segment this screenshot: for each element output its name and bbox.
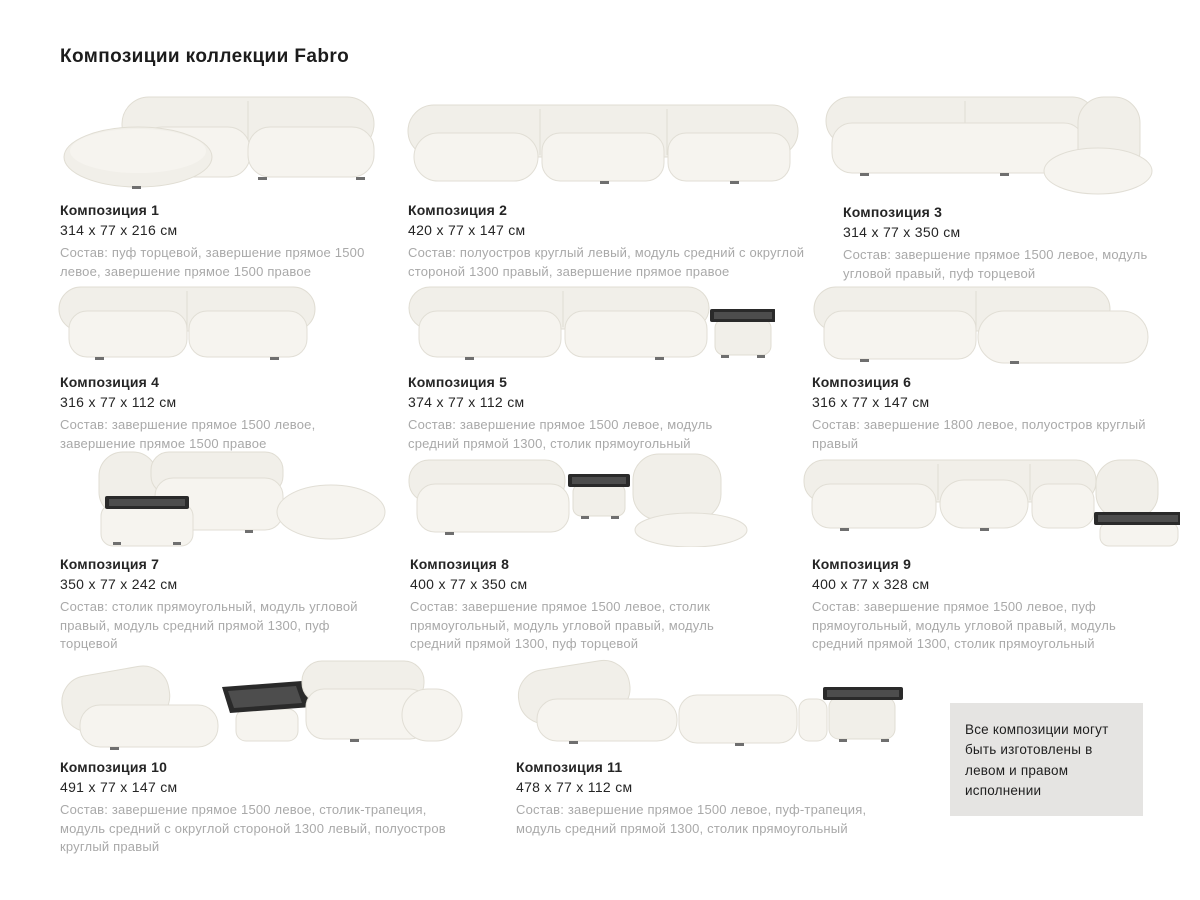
page-title: Композиции коллекции Fabro: [60, 46, 350, 67]
composition-description: Состав: завершение прямое 1500 левое, модуль средний прямой 1300, столик прямоугольный: [408, 417, 713, 451]
composition-dimensions: 316 х 77 х 147 см: [812, 394, 930, 410]
composition-5-illustration: [405, 283, 743, 365]
composition-card: [60, 655, 460, 857]
composition-title: Композиция 8: [410, 556, 510, 572]
composition-description: Состав: завершение прямое 1500 левое, завершение прямое 1500 правое: [60, 417, 316, 451]
composition-card: [812, 450, 1157, 654]
composition-1-illustration: [50, 93, 380, 193]
composition-description: Состав: завершение 1800 левое, полуостров круглый правый: [812, 417, 1146, 451]
composition-6-illustration: [810, 283, 1147, 365]
composition-10-illustration: [50, 655, 460, 750]
composition-title: Композиция 1: [60, 202, 160, 218]
composition-4-illustration: [55, 283, 360, 365]
composition-dimensions: 400 х 77 х 328 см: [812, 576, 930, 592]
composition-description: Состав: завершение прямое 1500 левое, модуль угловой правый, пуф торцевой: [843, 247, 1148, 281]
composition-dimensions: 314 х 77 х 216 см: [60, 222, 178, 238]
composition-dimensions: 350 х 77 х 242 см: [60, 576, 178, 592]
composition-dimensions: 314 х 77 х 350 см: [843, 224, 961, 240]
composition-description: Состав: полуостров круглый левый, модуль средний с округлой стороной 1300 правый, завершение прямое правое: [408, 245, 805, 279]
composition-card: [60, 93, 380, 281]
composition-title: Композиция 11: [516, 759, 623, 775]
composition-description: Состав: завершение прямое 1500 левое, столик прямоугольный, модуль угловой правый, модуль средний прямой 1300, пуф торцевой: [410, 599, 714, 652]
composition-9-illustration: [800, 450, 1157, 547]
composition-card: [843, 93, 1158, 283]
composition-2-illustration: [400, 93, 813, 193]
composition-title: Композиция 4: [60, 374, 160, 390]
composition-card: [60, 450, 390, 654]
composition-card: [516, 655, 911, 838]
composition-title: Композиция 7: [60, 556, 160, 572]
composition-11-illustration: [505, 655, 911, 750]
composition-description: Состав: завершение прямое 1500 левое, пуф прямоугольный, модуль угловой правый, модуль средний прямой 1300, столик прямоугольный: [812, 599, 1116, 652]
composition-card: [410, 450, 745, 654]
composition-dimensions: 374 х 77 х 112 см: [408, 394, 525, 410]
composition-dimensions: 316 х 77 х 112 см: [60, 394, 177, 410]
composition-7-illustration: [55, 450, 390, 547]
composition-card: [408, 283, 743, 453]
note-text: Все композиции могут быть изготовлены в левом и правом исполнении: [965, 722, 1109, 798]
composition-description: Состав: завершение прямое 1500 левое, пуф-трапеция, модуль средний прямой 1300, столик прямоугольный: [516, 802, 867, 836]
composition-title: Композиция 2: [408, 202, 508, 218]
note-box: [950, 703, 1143, 816]
composition-3-illustration: [820, 93, 1158, 195]
composition-card: [60, 283, 360, 453]
composition-description: Состав: столик прямоугольный, модуль угловой правый, модуль средний прямой 1300, пуф торцевой: [60, 599, 358, 652]
composition-dimensions: 400 х 77 х 350 см: [410, 576, 528, 592]
composition-description: Состав: завершение прямое 1500 левое, столик-трапеция, модуль средний с округлой стороной 1300 левый, полуостров круглый правый: [60, 802, 446, 855]
composition-dimensions: 491 х 77 х 147 см: [60, 779, 178, 795]
composition-8-illustration: [405, 450, 745, 547]
composition-card: [812, 283, 1147, 453]
composition-title: Композиция 9: [812, 556, 912, 572]
composition-title: Композиция 10: [60, 759, 168, 775]
composition-dimensions: 420 х 77 х 147 см: [408, 222, 526, 238]
composition-title: Композиция 3: [843, 204, 943, 220]
composition-description: Состав: пуф торцевой, завершение прямое 1500 левое, завершение прямое 1500 правое: [60, 245, 365, 279]
composition-title: Композиция 5: [408, 374, 508, 390]
composition-dimensions: 478 х 77 х 112 см: [516, 779, 633, 795]
composition-card: [408, 93, 813, 281]
composition-title: Композиция 6: [812, 374, 912, 390]
